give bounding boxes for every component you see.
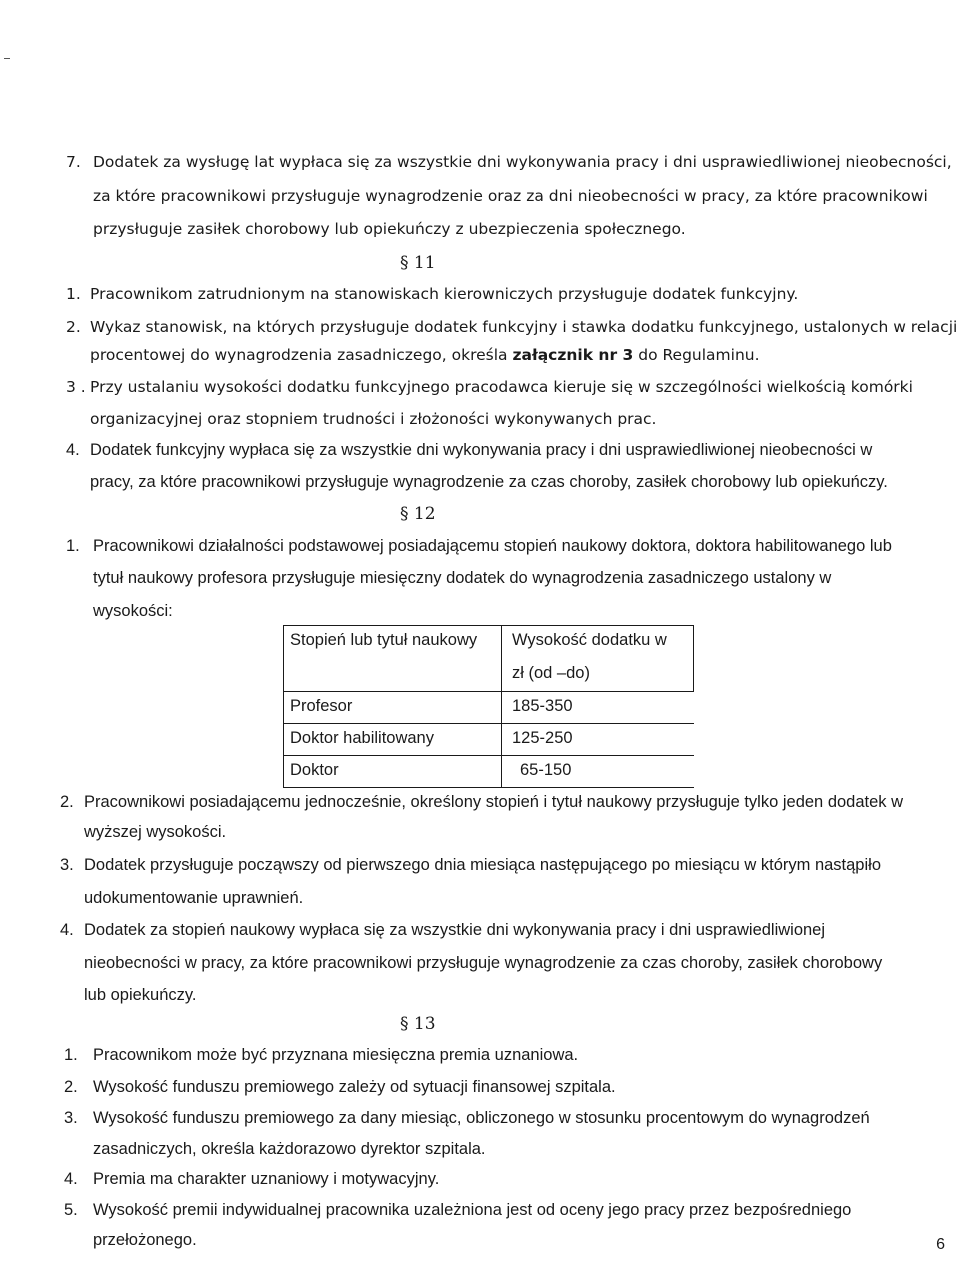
text-line: Pracownikowi posiadającemu jednocześnie, określony stopień i tytuł naukowy przysługuje tylko jeden dodatek w bbox=[84, 793, 904, 811]
text-part: do Regulaminu. bbox=[633, 346, 760, 364]
text-line: przysługuje zasiłek chorobowy lub opiekuńczy z ubezpieczenia społecznego. bbox=[93, 220, 686, 238]
text-line: Premia ma charakter uznaniowy i motywacyjny. bbox=[93, 1170, 440, 1188]
list-number: 7. bbox=[66, 153, 81, 171]
text-line: wysokości: bbox=[93, 602, 173, 620]
page-number: 6 bbox=[936, 1236, 945, 1253]
list-number: 3. bbox=[64, 1109, 78, 1127]
text-line: Wykaz stanowisk, na których przysługuje dodatek funkcyjny i stawka dodatku funkcyjnego, ustalonych w relacji bbox=[90, 318, 958, 336]
text-line: za które pracownikowi przysługuje wynagrodzenie oraz za dni nieobecności w pracy, za które pracownikowi bbox=[93, 187, 928, 205]
text-line: Wysokość funduszu premiowego za dany miesiąc, obliczonego w stosunku procentowym do wynagrodzeń bbox=[93, 1109, 870, 1127]
list-number: 2. bbox=[60, 793, 74, 811]
list-number: 3. bbox=[60, 856, 74, 874]
list-number: 1. bbox=[64, 1046, 78, 1064]
list-number: 4. bbox=[60, 921, 74, 939]
table-border bbox=[283, 723, 694, 724]
text-line: Dodatek przysługuje począwszy od pierwszego dnia miesiąca następującego po miesiącu w którym nastąpiło bbox=[84, 856, 881, 874]
table-border bbox=[693, 625, 694, 691]
list-number: 5. bbox=[64, 1201, 78, 1219]
table-border bbox=[283, 625, 284, 787]
table-border bbox=[283, 755, 694, 756]
text-line: Dodatek funkcyjny wypłaca się za wszystkie dni wykonywania pracy i dni usprawiedliwionej nieobecności w bbox=[90, 441, 873, 459]
text-line: Wysokość premii indywidualnej pracownika uzależniona jest od oceny jego pracy przez bezpośredniego bbox=[93, 1201, 852, 1219]
list-number: 2. bbox=[66, 318, 81, 336]
table-cell: 185-350 bbox=[512, 697, 573, 715]
table-border bbox=[283, 787, 694, 788]
text-line: Dodatek za wysługę lat wypłaca się za wszystkie dni wykonywania pracy i dni usprawiedliwionej nieobecności, bbox=[93, 153, 952, 171]
annex-reference: załącznik nr 3 bbox=[512, 346, 634, 364]
table-border bbox=[501, 625, 502, 787]
text-line: Przy ustalaniu wysokości dodatku funkcyjnego pracodawca kieruje się w szczególności wielkością komórki bbox=[90, 378, 913, 396]
text-line: Wysokość funduszu premiowego zależy od sytuacji finansowej szpitala. bbox=[93, 1078, 616, 1096]
text-line: pracy, za które pracownikowi przysługuje wynagrodzenie za czas choroby, zasiłek chorobowy lub opiekuńczy. bbox=[90, 473, 888, 491]
text-line: wyższej wysokości. bbox=[84, 823, 227, 841]
table-header-degree: Stopień lub tytuł naukowy bbox=[290, 631, 478, 649]
text-line: Pracownikowi działalności podstawowej posiadającemu stopień naukowy doktora, doktora habilitowanego lub bbox=[93, 537, 892, 555]
table-border bbox=[283, 691, 694, 692]
list-number: 1. bbox=[66, 285, 81, 303]
text-line: nieobecności w pracy, za które pracownikowi przysługuje wynagrodzenie za czas choroby, zasiłek chorobowy bbox=[84, 954, 883, 972]
table-border bbox=[283, 625, 694, 626]
text-line: Pracownikom zatrudnionym na stanowiskach kierowniczych przysługuje dodatek funkcyjny. bbox=[90, 285, 799, 303]
text-line: zasadniczych, określa każdorazowo dyrektor szpitala. bbox=[93, 1140, 486, 1158]
section-heading-13: § 13 bbox=[400, 1014, 436, 1034]
table-cell: Doktor bbox=[290, 761, 339, 779]
margin-mark bbox=[4, 58, 10, 59]
table-header-amount-unit: zł (od –do) bbox=[512, 664, 590, 682]
text-part: procentowej do wynagrodzenia zasadniczego, określa bbox=[90, 346, 513, 364]
text-line: lub opiekuńczy. bbox=[84, 986, 197, 1004]
text-line: Dodatek za stopień naukowy wypłaca się za wszystkie dni wykonywania pracy i dni usprawiedliwionej bbox=[84, 921, 826, 939]
list-number: 4. bbox=[64, 1170, 78, 1188]
table-cell: 65-150 bbox=[520, 761, 572, 779]
text-line: Pracownikom może być przyznana miesięczna premia uznaniowa. bbox=[93, 1046, 579, 1064]
text-line: udokumentowanie uprawnień. bbox=[84, 889, 304, 907]
section-heading-12: § 12 bbox=[400, 504, 436, 524]
text-line: tytuł naukowy profesora przysługuje miesięczny dodatek do wynagrodzenia zasadniczego ustalony w bbox=[93, 569, 832, 587]
text-line: organizacyjnej oraz stopniem trudności i złożoności wykonywanych prac. bbox=[90, 410, 657, 428]
text-line bbox=[90, 346, 760, 364]
table-cell: Doktor habilitowany bbox=[290, 729, 434, 747]
list-number: 4. bbox=[66, 441, 80, 459]
section-heading-11: § 11 bbox=[400, 253, 436, 273]
list-number: 3 . bbox=[66, 378, 86, 396]
text-line: przełożonego. bbox=[93, 1231, 197, 1249]
table-cell: 125-250 bbox=[512, 729, 573, 747]
list-number: 1. bbox=[66, 537, 80, 555]
table-header-amount: Wysokość dodatku w bbox=[512, 631, 667, 649]
list-number: 2. bbox=[64, 1078, 78, 1096]
table-cell: Profesor bbox=[290, 697, 353, 715]
